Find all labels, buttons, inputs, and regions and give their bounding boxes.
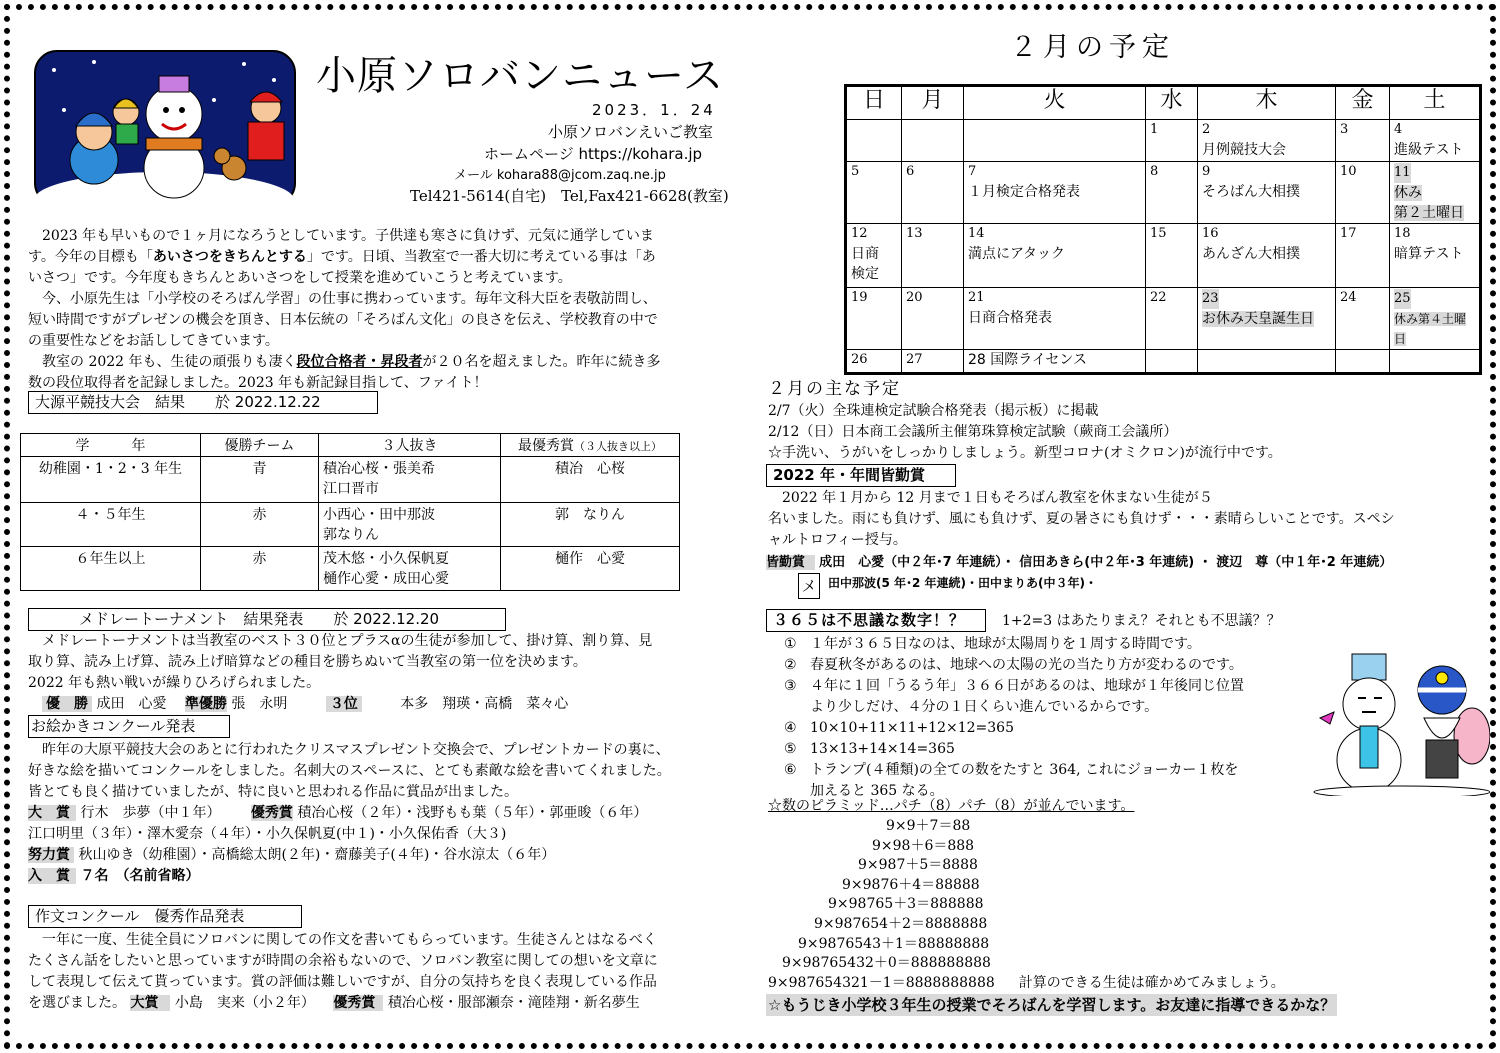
grand-prize-name: 行木 歩夢（中１年） [80,805,221,821]
medley-heading: メドレートーナメント 結果発表 於 2022.12.20 [28,608,506,631]
calendar-title: ２月の予定 [1010,32,1175,63]
essay-paragraph [28,930,748,1014]
intro-line: 短い時間ですがプレゼンの機会を頂き、日本伝統の「そろばん文化」の良さを伝え、学校教育の中で [28,312,658,328]
attendance-paragraph [768,488,1483,551]
drawing-heading: お絵かきコンクール発表 [28,715,230,738]
day-cell [902,350,964,374]
wonder-item: より少しだけ、４分の１日くらい進んでいるからです。 [810,699,1159,715]
excellence-names: 積冶心桜（２年）・浅野もも葉（５年）・郭亜晙（６年） [297,805,648,821]
essay-line: して表現して伝えて貰っています。賞の評価は難しいですが、自分の気持ちを良く表現している作品 [28,974,657,990]
feb-main-item: 2/12（日）日本商工会議所主催第珠算検定試験（蕨商工会議所） [768,424,1178,440]
essay-heading: 作文コンクール 優秀作品発表 [28,905,302,928]
drawing-line: 昨年の大原平競技大会のあとに行われたクリスマスプレゼント交換会で、プレゼントカードの裏に、 [28,742,670,758]
day-cell [1198,224,1336,288]
day-event: 日商合格発表 [968,310,1052,326]
day-event: 暗算テスト [1394,246,1464,262]
three-cell: 小西心・田中那波 [323,507,435,523]
day-cell [1336,288,1390,350]
day-event: 進級テスト [1394,142,1464,158]
feb-main-list [768,401,1483,464]
three-cell: 樋作心愛・成田心愛 [323,571,449,587]
day-number: 9 [1202,164,1211,179]
day-number: 25 [1394,289,1411,309]
col-three: ３人抜き [319,434,501,457]
pyramid-line: 9×98765＋3＝888888 [828,896,984,913]
mail-address[interactable]: kohara88@jcom.zaq.ne.jp [496,168,666,183]
medley-line: 取り算、読み上げ算、読み上げ暗算などの種目を勝ちぬいて当教室の第一位を決めます。 [28,654,587,670]
day-event: あんざん大相撲 [1202,246,1300,262]
weekday-mon: 月 [902,86,964,120]
wonder-item: ③ ４年に１回「うるう年」３６６日があるのは、地球が１年後同じ位置 [784,678,1244,694]
wonder-subheading: 1+2=3 はあたりまえ？それとも不思議？？ [1002,613,1281,629]
day-number: 21 [968,290,985,305]
weekday-sun: 日 [846,86,902,120]
wonder-item: ⑥ トランプ(４種類)の全ての数をたすと 364, これにジョーカー１枚を [784,762,1239,778]
pyramid-line: 9×9876＋4＝88888 [842,876,980,893]
col-best: 最優秀賞 [518,438,574,454]
day-number: 26 [851,352,868,367]
day-cell [1390,350,1481,374]
best-cell: 積冶 心桜 [501,457,680,503]
contest-results-table [20,433,680,591]
team-cell: 青 [201,457,319,503]
day-number: 12 [851,226,868,241]
attendance-label: 皆勤賞 [766,555,815,570]
day-event: 第２土曜日 [1394,205,1464,221]
day-cell [1336,224,1390,288]
winner-label: 優 勝 [42,696,92,712]
day-cell [1390,224,1481,288]
day-cell [902,288,964,350]
calendar-week [846,288,1481,350]
day-cell [964,350,1146,374]
runner-up-name: 張 永明 [231,696,288,712]
entry-names: ７名 （名前省略） [80,868,200,884]
drawing-paragraph [28,740,748,887]
pyramid-line: 9×98＋6＝888 [872,837,975,854]
day-number: 23 [1202,289,1219,309]
number-pyramid [768,817,1288,993]
day-cell [846,288,902,350]
pyramid-note: 計算のできる生徒は確かめてみましょう。 [1018,974,1285,991]
excellence-label: 優秀賞 [250,805,293,821]
drawing-line: 皆とても良く描けていましたが、特に良いと思われる作品に賞品が出ました。 [28,784,518,800]
stamp-box: メ [798,573,820,599]
essay-line: 一年に一度、生徒全員にソロバンに関しての作文を書いてもらっています。生徒さんとはなるべく [28,932,657,948]
weekday-wed: 水 [1146,86,1198,120]
day-cell [1198,350,1336,374]
team-cell: 赤 [201,547,319,591]
day-cell [1198,288,1336,350]
best-cell: 樋作 心愛 [501,547,680,591]
school-name: 小原ソロバンえいご教室 [548,123,714,141]
day-number: 13 [906,226,923,241]
day-number: 3 [1340,122,1349,137]
day-number: 18 [1394,226,1411,241]
day-cell [1146,288,1198,350]
day-number: 16 [1202,226,1219,241]
day-number: 24 [1340,290,1357,305]
day-cell [964,120,1146,162]
weekday-tue: 火 [964,86,1146,120]
weekday-fri: 金 [1336,86,1390,120]
feb-main-item: ☆手洗い、うがいをしっかりしましょう。新型コロナ(オミクロン)が流行中です。 [768,445,1282,461]
winner-name: 成田 心愛 [96,696,167,712]
grand-prize-label: 大 賞 [28,805,76,821]
day-cell [902,120,964,162]
pyramid-line: 9×9876543＋1＝88888888 [798,935,990,952]
runner-up-label: 準優勝 [184,696,227,712]
snowman-santa-illustration [1312,648,1490,796]
feb-main-item: 2/7（火）全珠連検定試験合格発表（掲示板）に掲載 [768,403,1099,419]
day-cell [846,350,902,374]
wonder-item: ② 春夏秋冬があるのは、地球への太陽の光の当たり方が変わるのです。 [784,657,1243,673]
intro-line: 今、小原先生は「小学校のそろばん学習」の仕事に携わっています。毎年文科大臣を表敬訪問し、 [28,291,657,307]
day-cell [1390,162,1481,224]
wonder-list [784,634,1324,802]
day-cell [846,120,902,162]
feb-main-heading: ２月の主な予定 [768,379,901,399]
wonder-item: ④ 10×10+11×11+12×12=365 [784,720,1014,736]
wonder-item: ① １年が３６５日なのは、地球が太陽周りを１周する時間です。 [784,636,1201,652]
footer-note: ☆もうじき小学校３年生の授業でそろばんを学習します。お友達に指導できるかな？ [768,996,1336,1014]
col-team: 優勝チーム [201,434,319,457]
day-event: 28 国際ライセンス [968,352,1088,368]
table-row [21,503,680,547]
intro-line: 2023 年も早いもので１ヶ月になろうとしています。子供達も寒さに負けず、元気に通学していま [28,228,654,244]
intro-line: 数の段位取得者を記録しました。2023 年も新記録目指して、ファイト！ [28,375,488,391]
grade-cell: ６年生以上 [21,547,201,591]
day-cell [1336,350,1390,374]
weekday-sat: 土 [1390,86,1481,120]
day-cell [1146,224,1198,288]
intro-paragraph [28,226,748,394]
day-event: 休み第４土曜日 [1394,312,1467,346]
day-cell [1146,350,1198,374]
day-cell [1336,162,1390,224]
medley-line: メドレートーナメントは当教室のベスト３０位とプラスαの生徒が参加して、掛け算、割り算、見 [28,633,653,649]
day-number: 20 [906,290,923,305]
attendance-line: 名いました。雨にも負けず、風にも負けず、夏の暑さにも負けず・・・素晴らしいことです。スペシ [768,511,1395,527]
table-row [21,547,680,591]
day-number: 27 [906,352,923,367]
day-event: お休み天皇誕生日 [1202,311,1314,327]
day-number: 15 [1150,226,1167,241]
day-cell [846,224,902,288]
telephone-line: Tel421-5614(自宅) Tel,Fax421-6628(教室) [410,187,729,205]
contest-heading: 大源平競技大会 結果 於 2022.12.22 [28,391,378,414]
three-cell: 積冶心桜・張美希 [323,461,435,477]
col-best-note: （３人抜き以上） [574,440,662,453]
weekday-thu: 木 [1198,86,1336,120]
day-number: 1 [1150,122,1159,137]
pyramid-line: 9×987＋5＝8888 [858,857,978,874]
best-cell: 郭 なりん [501,503,680,547]
three-cell: 郭なりん [323,527,379,543]
issue-date: 2023．1．24 [592,101,716,119]
intro-line: 」です。日頃、当教室で一番大切に考えている事は「あ [306,249,656,265]
day-event: １月検定合格発表 [968,184,1080,200]
essay-line: たくさん話をしたいと思っていますが時間の余裕もないので、ソロバン教室に関しての想いを文章に [28,953,658,969]
calendar-week [846,120,1481,162]
day-number: 8 [1150,164,1159,179]
team-cell: 赤 [201,503,319,547]
day-cell [1198,162,1336,224]
day-event: 休み [1394,185,1422,201]
newsletter-title: 小原ソロバンニュース [316,53,724,99]
greeting-goal: あいさつをきちんとする [152,249,307,265]
pyramid-line: 9×987654＋2＝8888888 [814,915,988,932]
mail-label: メール [454,168,493,183]
day-number: 6 [906,164,915,179]
snowman-kids-illustration [34,50,296,206]
day-number: 19 [851,290,868,305]
grade-cell: ４・５年生 [21,503,201,547]
day-event: 検定 [851,266,879,282]
wonder-item: 加えると 365 なる。 [810,783,944,799]
calendar-week [846,350,1481,374]
dan-passers: 段位合格者・昇段者 [296,354,423,370]
effort-label: 努力賞 [28,847,74,863]
day-cell [964,288,1146,350]
day-number: 22 [1150,290,1167,305]
intro-line: す。今年の目標も「 [28,249,153,265]
day-cell [964,162,1146,224]
day-number: 5 [851,164,860,179]
three-cell: 江口晋市 [323,481,379,497]
intro-line: いさつ」です。今年度もきちんとあいさつをして授業を進めていこうと考えています。 [28,270,572,286]
day-event: 月例競技大会 [1202,142,1286,158]
wonder-item: ⑤ 13×13+14×14=365 [784,741,955,757]
calendar-week [846,162,1481,224]
day-number: 14 [968,226,985,241]
day-number: 2 [1202,122,1211,137]
day-cell [1336,120,1390,162]
day-number: 4 [1394,122,1403,137]
day-event: そろばん大相撲 [1202,184,1300,200]
essay-line: を選びました。 [28,995,126,1011]
calendar-week [846,224,1481,288]
entry-label: 入 賞 [28,868,76,884]
third-place-label: ３位 [326,696,362,712]
day-cell [1146,162,1198,224]
essay-excellence-label: 優秀賞 [333,995,383,1011]
day-event: 日商 [851,246,879,262]
day-number: 11 [1394,163,1411,183]
excellence-names: 江口明里（３年）・澤木愛奈（４年）・小久保帆夏(中１)・小久保佑香（大３) [28,826,507,842]
day-number: 7 [968,164,977,179]
table-row [21,457,680,503]
wonder-heading: ３６５は不思議な数字！？ [766,609,986,632]
essay-excellence-names: 積冶心桜・服部瀬奈・滝陸翔・新名夢生 [387,995,640,1011]
attendance-names: 田中那波(5 年･2 年連続)・田中まりあ(中３年)・ [828,576,1097,590]
three-cell: 茂木悠・小久保帆夏 [323,551,449,567]
attendance-heading: 2022 年・年間皆勤賞 [766,464,956,487]
essay-grand-name: 小島 実来（小２年） [174,995,315,1011]
day-event: 満点にアタック [968,246,1066,262]
medley-paragraph [28,631,748,715]
attendance-line: ャルトロフィー授与。 [768,532,907,548]
intro-line: の重要性などをお話ししてきています。 [28,333,279,349]
pyramid-heading: ☆数のピラミッド…パチ（8）パチ（8）が並んでいます。 [768,798,1135,814]
pyramid-line: 9×98765432＋0＝888888888 [782,955,991,972]
third-place-name: 本多 翔瑛・高橋 菜々心 [400,696,569,712]
pyramid-line: 9×9＋7＝88 [886,818,971,834]
col-grade: 学 年 [21,434,201,457]
intro-line: 教室の 2022 年も、生徒の頑張りも凄く [28,354,297,370]
pyramid-line: 9×987654321－1＝8888888888 [768,974,995,991]
attendance-line: 2022 年１月から 12 月まで１日もそろばん教室を休まない生徒が５ [768,490,1213,506]
day-cell [1198,120,1336,162]
intro-line: が２０名を超えました。昨年に続き多 [422,354,661,370]
drawing-line: 好きな絵を描いてコンクールをしました。名刺大のスペースに、とても素敵な絵を書いてくれました。 [28,763,671,779]
day-number: 10 [1340,164,1357,179]
day-cell [1390,120,1481,162]
day-number: 17 [1340,226,1357,241]
attendance-names: 成田 心愛（中２年･7 年連続）・ 信田あきら(中２年･3 年連続) ・ 渡辺 尊（中１年･2 年連続） [819,555,1393,570]
day-cell [1146,120,1198,162]
day-cell [902,162,964,224]
february-calendar [844,84,1482,375]
day-cell [964,224,1146,288]
essay-grand-label: 大賞 [130,995,170,1011]
grade-cell: 幼稚園・1・2・3 年生 [21,457,201,503]
day-cell [846,162,902,224]
attendance-awardees [766,553,1392,573]
day-cell [902,224,964,288]
homepage-link[interactable]: ホームページ https://kohara.jp [484,145,703,163]
day-cell [1390,288,1481,350]
effort-names: 秋山ゆき（幼稚園）・高橋総太朗(２年)・齋藤美子(４年)・谷水涼太（６年） [78,847,556,863]
medley-line: 2022 年も熱い戦いが繰りひろげられました。 [28,675,321,691]
